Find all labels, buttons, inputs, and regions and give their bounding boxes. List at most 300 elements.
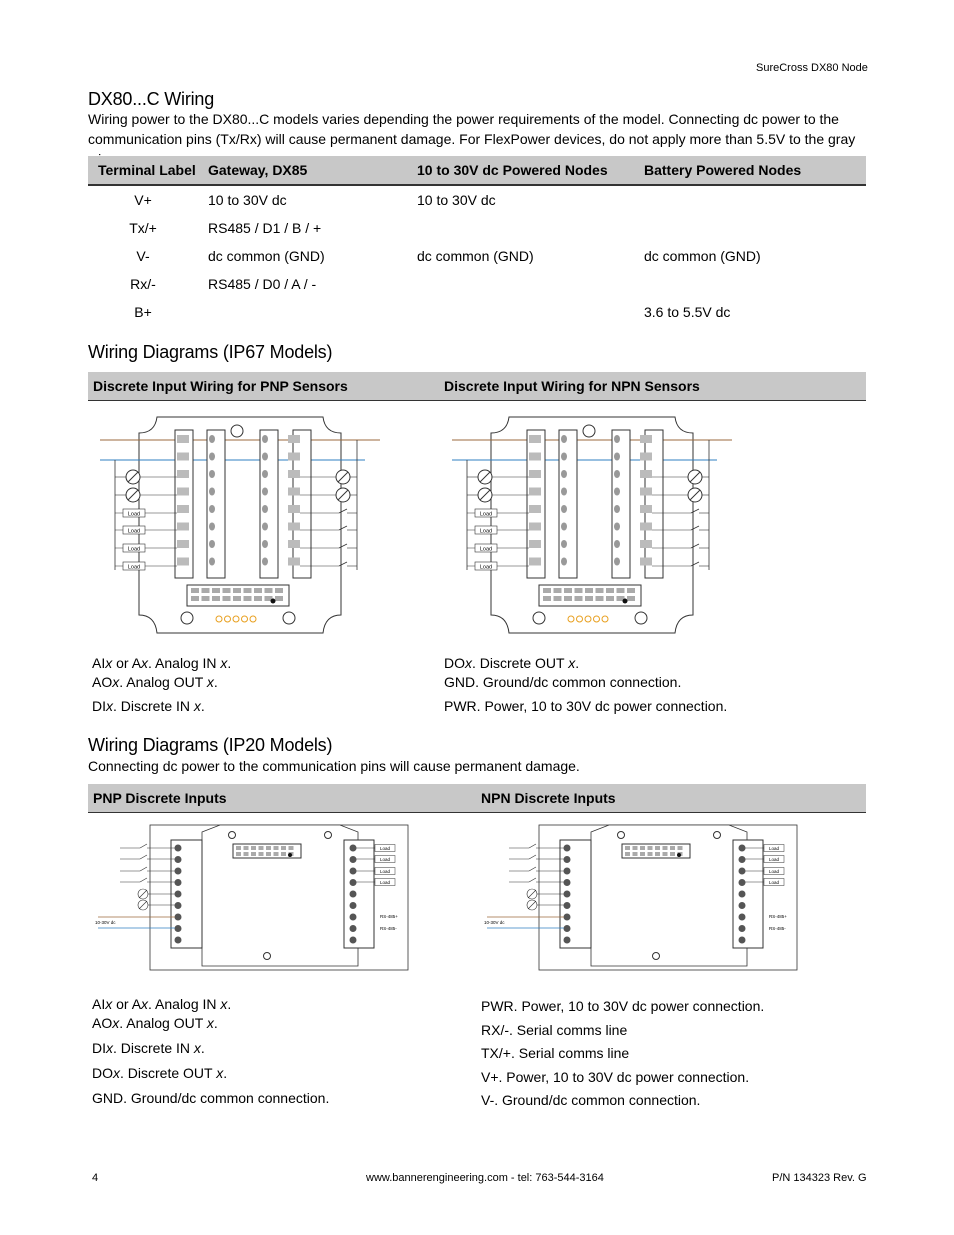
table-row <box>88 298 866 326</box>
load-label: Load <box>479 564 493 571</box>
led-indicator <box>225 616 231 622</box>
terminal-strip <box>612 430 630 578</box>
terminal-screw <box>209 435 215 443</box>
footer-contact: www.bannerengineering.com - tel: 763-544-3164 <box>366 1172 604 1184</box>
connector-pin <box>212 596 220 601</box>
switch-contact <box>140 844 147 848</box>
terminal-strip <box>559 430 577 578</box>
legend-item-vminus: V-. Ground/dc common connection. <box>481 1092 701 1108</box>
connector-pin <box>289 846 294 850</box>
table-cell: 10 to 30V dc <box>417 192 496 208</box>
terminal-pin <box>288 558 300 566</box>
switch-contact <box>529 867 536 871</box>
terminal-strip <box>527 430 545 578</box>
connector-pin <box>274 852 279 856</box>
footer-part-number: P/N 134323 Rev. G <box>772 1172 867 1184</box>
terminal-screw <box>564 914 571 921</box>
ip20-npn-wiring-diagram <box>479 822 809 974</box>
terminal-screw <box>209 488 215 496</box>
load-label: Load <box>127 546 141 553</box>
terminal-screw <box>561 470 567 478</box>
mounting-hole <box>181 612 193 624</box>
terminal-screw <box>739 925 746 932</box>
terminal-screw <box>739 868 746 875</box>
connector-pin <box>259 846 264 850</box>
terminal-screw <box>614 558 620 566</box>
led-indicator <box>594 616 600 622</box>
connector-pin <box>663 852 668 856</box>
legend-item-vplus: V+. Power, 10 to 30V dc power connection. <box>481 1068 750 1085</box>
connector-pin <box>259 852 264 856</box>
table-cell: Tx/+ <box>129 220 157 236</box>
terminal-screw <box>350 856 357 863</box>
terminal-screw <box>262 470 268 478</box>
rs485-plus-label: RS-485+ <box>380 914 398 919</box>
terminal-screw <box>262 488 268 496</box>
switch-contact <box>140 878 147 882</box>
terminal-screw <box>209 505 215 513</box>
section-title-ip20: Wiring Diagrams (IP20 Models) <box>88 735 333 755</box>
indicator-dot <box>271 599 276 604</box>
legend-item-analog-in: AIx or Ax. Analog IN x. <box>92 655 232 671</box>
legend-item-discrete-in: DIx. Discrete IN x. <box>92 1040 205 1056</box>
connector-pin <box>596 588 604 593</box>
terminal-screw <box>262 540 268 548</box>
terminal-screw <box>564 925 571 932</box>
terminal-screw <box>350 902 357 909</box>
table-cell <box>198 298 407 326</box>
terminal-strip <box>645 430 663 578</box>
section-intro-text: Wiring power to the DX80...C models varies depending the power requirements of the model. Connecting dc power to the communication pins (Tx/Rx) will cause permanent damage. For FlexPower devices, do not apply more than 5.5V to the gray <box>88 111 856 147</box>
terminal-screw <box>262 453 268 461</box>
terminal-screw <box>350 891 357 898</box>
terminal-pin <box>640 523 652 531</box>
connector-pin <box>223 596 231 601</box>
mounting-hole <box>533 612 545 624</box>
terminal-screw <box>561 488 567 496</box>
connector-pin <box>633 846 638 850</box>
terminal-screw <box>561 540 567 548</box>
connector-pin <box>244 852 249 856</box>
band-label-npn-inputs: NPN Discrete Inputs <box>481 790 616 806</box>
led-indicator <box>568 616 574 622</box>
connector-pin <box>281 846 286 850</box>
switch-contact <box>691 509 699 513</box>
screw-hole <box>231 425 243 437</box>
connector-pin <box>670 852 675 856</box>
connector-pin <box>233 588 241 593</box>
terminal-screw <box>614 523 620 531</box>
supply-label: 10-30V dc <box>484 920 505 925</box>
connector-pin <box>266 846 271 850</box>
connector-pin <box>648 852 653 856</box>
terminal-strip <box>175 430 193 578</box>
switch-contact <box>140 867 147 871</box>
ip20-legend-left <box>92 995 329 1108</box>
legend-item-analog-out: AOx. Analog OUT x. <box>92 674 218 690</box>
terminal-pin <box>529 540 541 548</box>
terminal-pin <box>640 558 652 566</box>
legend-item-analog-in: AIx or Ax. Analog IN x. <box>92 996 232 1012</box>
connector-pin <box>625 846 630 850</box>
load-label: Load <box>379 869 391 874</box>
terminal-screw <box>175 891 182 898</box>
terminal-screw <box>561 453 567 461</box>
led-indicator <box>602 616 608 622</box>
terminal-screw <box>262 435 268 443</box>
terminal-screw <box>564 879 571 886</box>
connector-pin <box>655 846 660 850</box>
table-cell: 3.6 to 5.5V dc <box>644 304 731 320</box>
connector-pin <box>554 588 562 593</box>
connector-pin <box>640 852 645 856</box>
led-indicator <box>577 616 583 622</box>
load-label: Load <box>127 528 141 535</box>
load-label: Load <box>479 546 493 553</box>
terminal-screw <box>739 891 746 898</box>
terminal-pin <box>288 540 300 548</box>
connector-pin <box>606 596 614 601</box>
table-header-row <box>88 156 866 185</box>
terminal-screw <box>739 937 746 944</box>
terminal-screw <box>209 540 215 548</box>
legend-item-analog-out: AOx. Analog OUT x. <box>92 1015 218 1031</box>
table-cell <box>634 214 866 242</box>
terminal-screw <box>739 879 746 886</box>
switch-contact <box>691 562 699 566</box>
connector-pin <box>554 596 562 601</box>
terminal-screw <box>175 925 182 932</box>
terminal-pin <box>640 435 652 443</box>
ip67-npn-wiring-diagram <box>447 415 737 635</box>
connector-pin <box>627 588 635 593</box>
terminal-screw <box>175 914 182 921</box>
switch-contact <box>339 509 347 513</box>
band-label-pnp: Discrete Input Wiring for PNP Sensors <box>93 378 348 394</box>
connector-pin <box>191 596 199 601</box>
table-row <box>88 270 866 298</box>
connector-pin <box>543 588 551 593</box>
terminal-screw <box>614 488 620 496</box>
terminal-strip <box>733 840 763 948</box>
table-cell <box>634 270 866 298</box>
connector-pin <box>585 596 593 601</box>
terminal-pin <box>529 558 541 566</box>
legend-item-gnd: GND. Ground/dc common connection. <box>444 674 682 690</box>
connector-pin <box>627 596 635 601</box>
table-cell: dc common (GND) <box>644 248 761 264</box>
indicator-dot <box>288 853 292 857</box>
load-label: Load <box>127 564 141 571</box>
terminal-screw <box>350 868 357 875</box>
terminal-screw <box>350 879 357 886</box>
terminal-pin <box>529 523 541 531</box>
legend-item-rx: RX/-. Serial comms line <box>481 1021 628 1038</box>
table-cell <box>407 298 634 326</box>
connector-pin <box>564 596 572 601</box>
page-number: 4 <box>92 1172 99 1184</box>
connector-pin <box>251 852 256 856</box>
terminal-pin <box>529 435 541 443</box>
connector-pin <box>275 588 283 593</box>
terminal-pin <box>288 435 300 443</box>
legend-item-tx: TX/+. Serial comms line <box>481 1045 630 1061</box>
load-label: Load <box>379 880 391 885</box>
terminal-screw <box>564 868 571 875</box>
legend-item-pwr: PWR. Power, 10 to 30V dc power connection. <box>444 698 728 714</box>
table-header: Terminal Label <box>88 156 198 185</box>
connector-pin <box>596 596 604 601</box>
terminal-screw <box>564 845 571 852</box>
rs485-minus-label: RS-485- <box>769 926 786 931</box>
connector-pin <box>202 596 210 601</box>
terminal-screw <box>561 435 567 443</box>
connector-pin <box>678 846 683 850</box>
connector-pin <box>655 852 660 856</box>
connector-pin <box>640 846 645 850</box>
terminal-pin <box>288 523 300 531</box>
connector-pin <box>564 588 572 593</box>
connector-pin <box>670 846 675 850</box>
connector-pin <box>236 852 241 856</box>
ip67-pnp-wiring-diagram <box>95 415 385 635</box>
terminal-screw <box>739 914 746 921</box>
terminal-pin <box>177 558 189 566</box>
ip20-legend-right <box>481 995 764 1113</box>
switch-contact <box>529 844 536 848</box>
legend-item-pwr: PWR. Power, 10 to 30V dc power connection. <box>481 998 765 1014</box>
switch-contact <box>691 526 699 530</box>
terminal-screw <box>564 902 571 909</box>
terminal-table <box>88 156 866 326</box>
load-label: Load <box>127 511 141 518</box>
terminal-pin <box>288 505 300 513</box>
legend-item-discrete-in: DIx. Discrete IN x. <box>92 698 205 714</box>
table-cell <box>407 214 634 242</box>
connector-pin <box>265 588 273 593</box>
connector-pin <box>633 852 638 856</box>
load-label: Load <box>768 846 780 851</box>
table-cell: V- <box>136 248 150 264</box>
connector-pin <box>275 596 283 601</box>
load-label: Load <box>479 511 493 518</box>
terminal-screw <box>564 856 571 863</box>
screw-hole <box>583 425 595 437</box>
connector-pin <box>281 852 286 856</box>
connector-pin <box>617 588 625 593</box>
terminal-pin <box>177 470 189 478</box>
indicator-dot <box>623 599 628 604</box>
terminal-pin <box>529 488 541 496</box>
table-cell: 10 to 30V dc <box>208 192 287 208</box>
terminal-screw <box>614 540 620 548</box>
table-cell <box>634 185 866 214</box>
switch-contact <box>140 855 147 859</box>
legend-item-gnd: GND. Ground/dc common connection. <box>92 1090 330 1106</box>
led-indicator <box>250 616 256 622</box>
connector-pin <box>244 596 252 601</box>
section-title-dx80c-wiring: DX80...C Wiring <box>88 89 215 109</box>
ip67-legend-right <box>444 654 727 716</box>
terminal-strip <box>293 430 311 578</box>
table-cell: RS485 / D0 / A / - <box>208 276 317 292</box>
terminal-pin <box>288 470 300 478</box>
connector-pin <box>212 588 220 593</box>
connector-pin <box>575 596 583 601</box>
switch-contact <box>529 855 536 859</box>
terminal-screw <box>175 937 182 944</box>
connector-pin <box>244 846 249 850</box>
table-row <box>88 214 866 242</box>
terminal-screw <box>614 453 620 461</box>
terminal-pin <box>529 505 541 513</box>
connector-pin <box>202 588 210 593</box>
running-title: SureCross DX80 Node <box>756 62 868 74</box>
terminal-screw <box>209 558 215 566</box>
diagram-header-band-ip20 <box>88 784 866 813</box>
terminal-pin <box>288 488 300 496</box>
terminal-screw <box>262 505 268 513</box>
switch-contact <box>691 544 699 548</box>
terminal-pin <box>640 470 652 478</box>
terminal-pin <box>177 523 189 531</box>
terminal-screw <box>209 470 215 478</box>
load-label: Load <box>479 528 493 535</box>
terminal-screw <box>739 902 746 909</box>
load-label: Load <box>768 880 780 885</box>
table-header: Battery Powered Nodes <box>634 156 866 185</box>
band-label-pnp-inputs: PNP Discrete Inputs <box>93 790 227 806</box>
terminal-screw <box>614 435 620 443</box>
terminal-pin <box>177 540 189 548</box>
load-label: Load <box>379 857 391 862</box>
terminal-screw <box>209 523 215 531</box>
connector-pin <box>244 588 252 593</box>
load-label: Load <box>379 846 391 851</box>
connector-pin <box>648 846 653 850</box>
switch-contact <box>339 526 347 530</box>
led-indicator <box>585 616 591 622</box>
terminal-pin <box>288 453 300 461</box>
terminal-pin <box>640 488 652 496</box>
supply-label: 10-30V dc <box>95 920 116 925</box>
connector-pin <box>236 846 241 850</box>
switch-contact <box>339 544 347 548</box>
table-header: 10 to 30V dc Powered Nodes <box>407 156 634 185</box>
connector-pin <box>585 588 593 593</box>
section-ip20-text: Connecting dc power to the communication pins will cause permanent damage. <box>88 758 580 774</box>
table-cell: dc common (GND) <box>208 248 325 264</box>
terminal-screw <box>350 914 357 921</box>
terminal-pin <box>177 505 189 513</box>
switch-contact <box>529 878 536 882</box>
terminal-screw <box>262 558 268 566</box>
mounting-hole <box>283 612 295 624</box>
diagram-header-band-ip67 <box>88 372 866 401</box>
load-label: Load <box>768 857 780 862</box>
terminal-screw <box>350 937 357 944</box>
led-indicator <box>216 616 222 622</box>
indicator-dot <box>677 853 681 857</box>
terminal-screw <box>175 879 182 886</box>
connector-pin <box>254 596 262 601</box>
table-row <box>88 185 866 214</box>
rs485-plus-label: RS-485+ <box>769 914 787 919</box>
terminal-screw <box>564 937 571 944</box>
terminal-pin <box>177 488 189 496</box>
terminal-screw <box>350 845 357 852</box>
band-label-npn: Discrete Input Wiring for NPN Sensors <box>444 378 700 394</box>
terminal-pin <box>640 505 652 513</box>
terminal-screw <box>739 845 746 852</box>
terminal-screw <box>564 891 571 898</box>
terminal-strip <box>260 430 278 578</box>
mounting-hole <box>635 612 647 624</box>
terminal-screw <box>350 925 357 932</box>
connector-pin <box>274 846 279 850</box>
section-title-ip67: Wiring Diagrams (IP67 Models) <box>88 342 333 362</box>
table-cell: dc common (GND) <box>417 248 534 264</box>
led-indicator <box>233 616 239 622</box>
terminal-pin <box>640 540 652 548</box>
terminal-pin <box>640 453 652 461</box>
terminal-pin <box>177 435 189 443</box>
table-header: Gateway, DX85 <box>198 156 407 185</box>
rs485-minus-label: RS-485- <box>380 926 397 931</box>
table-row <box>88 242 866 270</box>
connector-pin <box>191 588 199 593</box>
table-cell: Rx/- <box>130 276 156 292</box>
load-label: Load <box>768 869 780 874</box>
terminal-pin <box>529 453 541 461</box>
terminal-screw <box>561 523 567 531</box>
legend-item-discrete-out: DOx. Discrete OUT x. <box>92 1065 228 1081</box>
table-cell: V+ <box>134 192 152 208</box>
terminal-screw <box>175 868 182 875</box>
connector-pin <box>254 588 262 593</box>
terminal-screw <box>209 453 215 461</box>
connector-pin <box>575 588 583 593</box>
terminal-screw <box>614 470 620 478</box>
terminal-screw <box>561 558 567 566</box>
terminal-screw <box>175 902 182 909</box>
connector-pin <box>233 596 241 601</box>
ip20-pnp-wiring-diagram <box>90 822 420 974</box>
switch-contact <box>339 562 347 566</box>
connector-pin <box>223 588 231 593</box>
terminal-screw <box>739 856 746 863</box>
connector-pin <box>543 596 551 601</box>
connector-pin <box>251 846 256 850</box>
terminal-pin <box>529 470 541 478</box>
terminal-screw <box>175 856 182 863</box>
connector-pin <box>606 588 614 593</box>
terminal-strip <box>344 840 374 948</box>
connector-pin <box>663 846 668 850</box>
table-cell: RS485 / D1 / B / + <box>208 220 322 236</box>
table-cell <box>407 270 634 298</box>
ip67-legend-left <box>92 654 231 716</box>
legend-item-discrete-out: DOx. Discrete OUT x. <box>444 655 580 671</box>
connector-pin <box>266 852 271 856</box>
led-indicator <box>242 616 248 622</box>
terminal-strip <box>207 430 225 578</box>
terminal-screw <box>175 845 182 852</box>
connector-pin <box>625 852 630 856</box>
terminal-pin <box>177 453 189 461</box>
table-cell: B+ <box>134 304 152 320</box>
terminal-screw <box>262 523 268 531</box>
